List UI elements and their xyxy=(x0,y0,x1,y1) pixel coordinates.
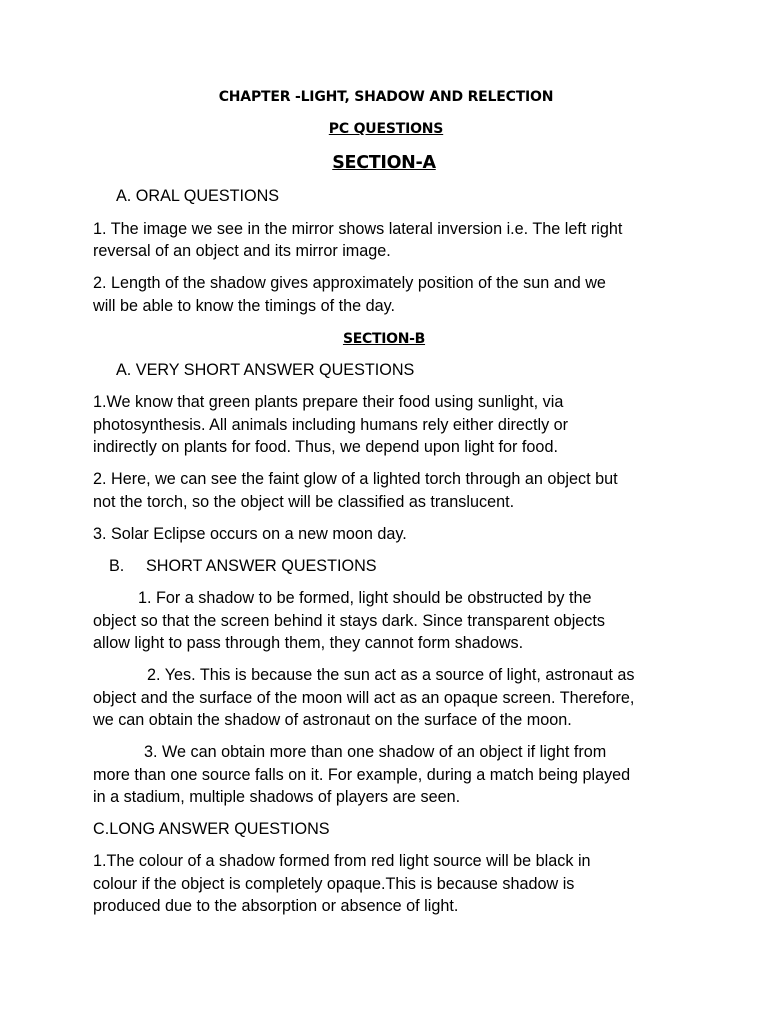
short-answer-2-line-1: 2. Yes. This is because the sun act as a source of light, astronaut as xyxy=(147,666,635,684)
very-short-answer-2-line-1: 2. Here, we can see the faint glow of a lighted torch through an object but xyxy=(93,470,618,488)
very-short-answer-1-line-1: 1.We know that green plants prepare their food using sunlight, via xyxy=(93,393,564,411)
very-short-answer-1-line-2: photosynthesis. All animals including humans rely either directly or xyxy=(93,416,569,434)
short-answer-3-line-1: 3. We can obtain more than one shadow of an object if light from xyxy=(144,743,607,761)
oral-answer-2-line-1: 2. Length of the shadow gives approximately position of the sun and we xyxy=(93,274,606,292)
very-short-answer-1-line-3: indirectly on plants for food. Thus, we depend upon light for food. xyxy=(93,438,558,456)
short-answer-3-line-3: in a stadium, multiple shadows of players are seen. xyxy=(93,788,461,806)
pc-questions-heading: PC QUESTIONS xyxy=(328,121,444,137)
oral-questions-heading: A. ORAL QUESTIONS xyxy=(116,187,280,205)
long-answer-1-line-1: 1.The colour of a shadow formed from red light source will be black in xyxy=(93,852,591,870)
section-b-heading: SECTION-B xyxy=(342,331,426,347)
short-answer-1-line-1: 1. For a shadow to be formed, light should be obstructed by the xyxy=(138,589,592,607)
oral-answer-1-line-2: reversal of an object and its mirror image. xyxy=(93,242,391,260)
very-short-answer-2-line-2: not the torch, so the object will be classified as translucent. xyxy=(93,493,515,511)
short-answer-2-line-3: we can obtain the shadow of astronaut on the surface of the moon. xyxy=(93,711,572,729)
section-a-heading: SECTION-A xyxy=(332,153,436,173)
very-short-answer-heading: A. VERY SHORT ANSWER QUESTIONS xyxy=(116,361,415,379)
long-answer-heading: C.LONG ANSWER QUESTIONS xyxy=(93,820,330,838)
short-answer-1-line-2: object so that the screen behind it stays dark. Since transparent objects xyxy=(93,612,605,630)
long-answer-1-line-2: colour if the object is completely opaque.This is because shadow is xyxy=(93,875,575,893)
long-answer-1-line-3: produced due to the absorption or absence of light. xyxy=(93,897,459,915)
oral-answer-2-line-2: will be able to know the timings of the day. xyxy=(93,297,396,315)
oral-answer-1-line-1: 1. The image we see in the mirror shows lateral inversion i.e. The left right xyxy=(93,220,623,238)
short-answer-2-line-2: object and the surface of the moon will act as an opaque screen. Therefore, xyxy=(93,689,635,707)
short-answer-1-line-3: allow light to pass through them, they cannot form shadows. xyxy=(93,634,524,652)
very-short-answer-3-line-1: 3. Solar Eclipse occurs on a new moon day. xyxy=(93,525,407,543)
chapter-title: CHAPTER -LIGHT, SHADOW AND RELECTION xyxy=(218,89,554,105)
short-answer-heading-letter: B. xyxy=(109,557,125,575)
short-answer-heading: SHORT ANSWER QUESTIONS xyxy=(146,557,377,575)
short-answer-3-line-2: more than one source falls on it. For example, during a match being played xyxy=(93,766,631,784)
